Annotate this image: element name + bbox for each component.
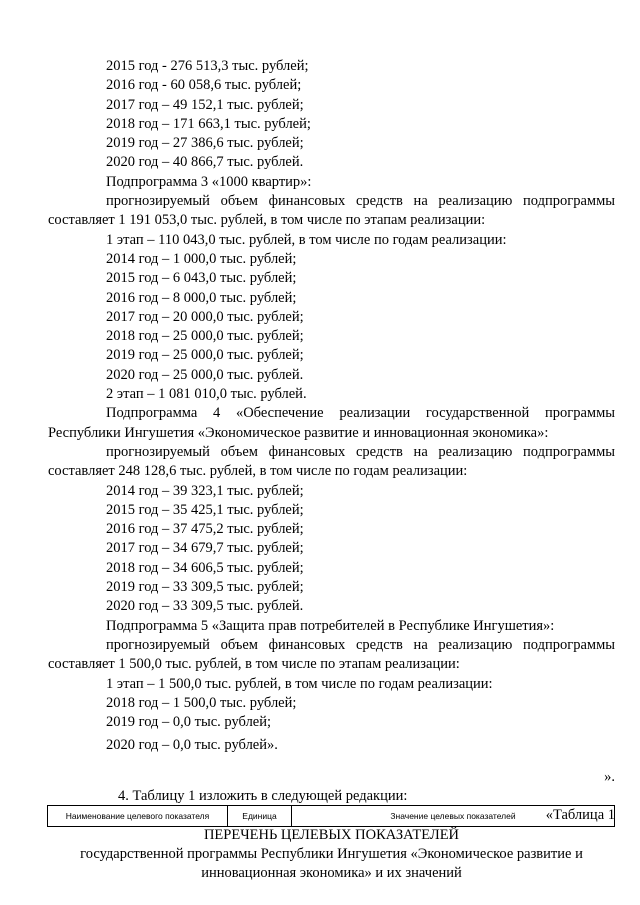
text-line: 2015 год – 6 043,0 тыс. рублей; bbox=[106, 270, 297, 287]
text-line: 2017 год – 34 679,7 тыс. рублей; bbox=[106, 540, 304, 557]
subprogram-heading: Подпрограмма 3 «1000 квартир»: bbox=[106, 173, 312, 190]
header-unit: Единица bbox=[228, 806, 292, 826]
text-line: 2016 год – 37 475,2 тыс. рублей; bbox=[106, 521, 304, 538]
text-line: 2018 год – 25 000,0 тыс. рублей; bbox=[106, 328, 304, 345]
text-line: 2019 год – 25 000,0 тыс. рублей; bbox=[106, 347, 304, 364]
text-line: 2018 год – 171 663,1 тыс. рублей; bbox=[106, 115, 311, 132]
table-subtitle: инновационная экономика» и их значений bbox=[201, 865, 462, 882]
document-body bbox=[0, 57, 640, 883]
table-subtitle: государственной программы Республики Ингушетия «Экономическое развитие и bbox=[80, 845, 583, 862]
header-indicator-name: Наименование целевого показателя bbox=[48, 806, 228, 826]
text-line: 1 этап – 1 500,0 тыс. рублей, в том числе по годам реализации: bbox=[106, 675, 493, 692]
text-line: 1 этап – 110 043,0 тыс. рублей, в том числе по годам реализации: bbox=[106, 231, 507, 248]
text-line: 2019 год – 33 309,5 тыс. рублей; bbox=[106, 579, 304, 596]
text-line: 2020 год – 25 000,0 тыс. рублей. bbox=[106, 366, 304, 383]
text-line: 2020 год – 40 866,7 тыс. рублей. bbox=[106, 154, 304, 171]
text-line: 2014 год – 39 323,1 тыс. рублей; bbox=[106, 482, 304, 499]
text-line: 2016 год – 8 000,0 тыс. рублей; bbox=[106, 289, 297, 306]
text-line: составляет 1 191 053,0 тыс. рублей, в том числе по этапам реализации: bbox=[48, 212, 486, 229]
indicators-table-header bbox=[47, 805, 615, 827]
text-line: 2014 год – 1 000,0 тыс. рублей; bbox=[106, 250, 297, 267]
text-line: 2015 год – 35 425,1 тыс. рублей; bbox=[106, 501, 304, 518]
text-line: 2017 год – 20 000,0 тыс. рублей; bbox=[106, 308, 304, 325]
text-line: 2020 год – 33 309,5 тыс. рублей. bbox=[106, 598, 304, 615]
text-line: составляет 1 500,0 тыс. рублей, в том числе по этапам реализации: bbox=[48, 656, 460, 673]
text-line: Республики Ингушетия «Экономическое развитие и инновационная экономика»: bbox=[48, 424, 549, 441]
text-line: прогнозируемый объем финансовых средств на реализацию подпрограммы bbox=[106, 193, 615, 210]
header-values: Значение целевых показателей bbox=[390, 811, 516, 821]
text-line: 2016 год - 60 058,6 тыс. рублей; bbox=[106, 77, 302, 94]
text-line: 2018 год – 1 500,0 тыс. рублей; bbox=[106, 694, 297, 711]
table-caption: «Таблица 1 bbox=[545, 807, 615, 824]
instruction-line: 4. Таблицу 1 изложить в следующей редакции: bbox=[118, 787, 408, 804]
text-line: составляет 248 128,6 тыс. рублей, в том числе по годам реализации: bbox=[48, 463, 468, 480]
table-title: ПЕРЕЧЕНЬ ЦЕЛЕВЫХ ПОКАЗАТЕЛЕЙ bbox=[203, 826, 460, 843]
subprogram-heading: Подпрограмма 5 «Защита прав потребителей в Республике Ингушетия»: bbox=[106, 617, 555, 634]
text-line: прогнозируемый объем финансовых средств на реализацию подпрограммы bbox=[106, 443, 615, 460]
text-line: 2020 год – 0,0 тыс. рублей». bbox=[106, 737, 278, 754]
subprogram-heading: Подпрограмма 4 «Обеспечение реализации государственной программы bbox=[106, 405, 615, 422]
text-line: 2017 год – 49 152,1 тыс. рублей; bbox=[106, 96, 304, 113]
text-line: 2019 год – 27 386,6 тыс. рублей; bbox=[106, 135, 304, 152]
text-line: 2019 год – 0,0 тыс. рублей; bbox=[106, 714, 272, 731]
text-line: 2 этап – 1 081 010,0 тыс. рублей. bbox=[106, 386, 307, 403]
text-line: прогнозируемый объем финансовых средств на реализацию подпрограммы bbox=[106, 636, 615, 653]
text-line: 2018 год – 34 606,5 тыс. рублей; bbox=[106, 559, 304, 576]
text-line: 2015 год - 276 513,3 тыс. рублей; bbox=[106, 58, 309, 74]
closing-quote: ». bbox=[604, 768, 615, 785]
